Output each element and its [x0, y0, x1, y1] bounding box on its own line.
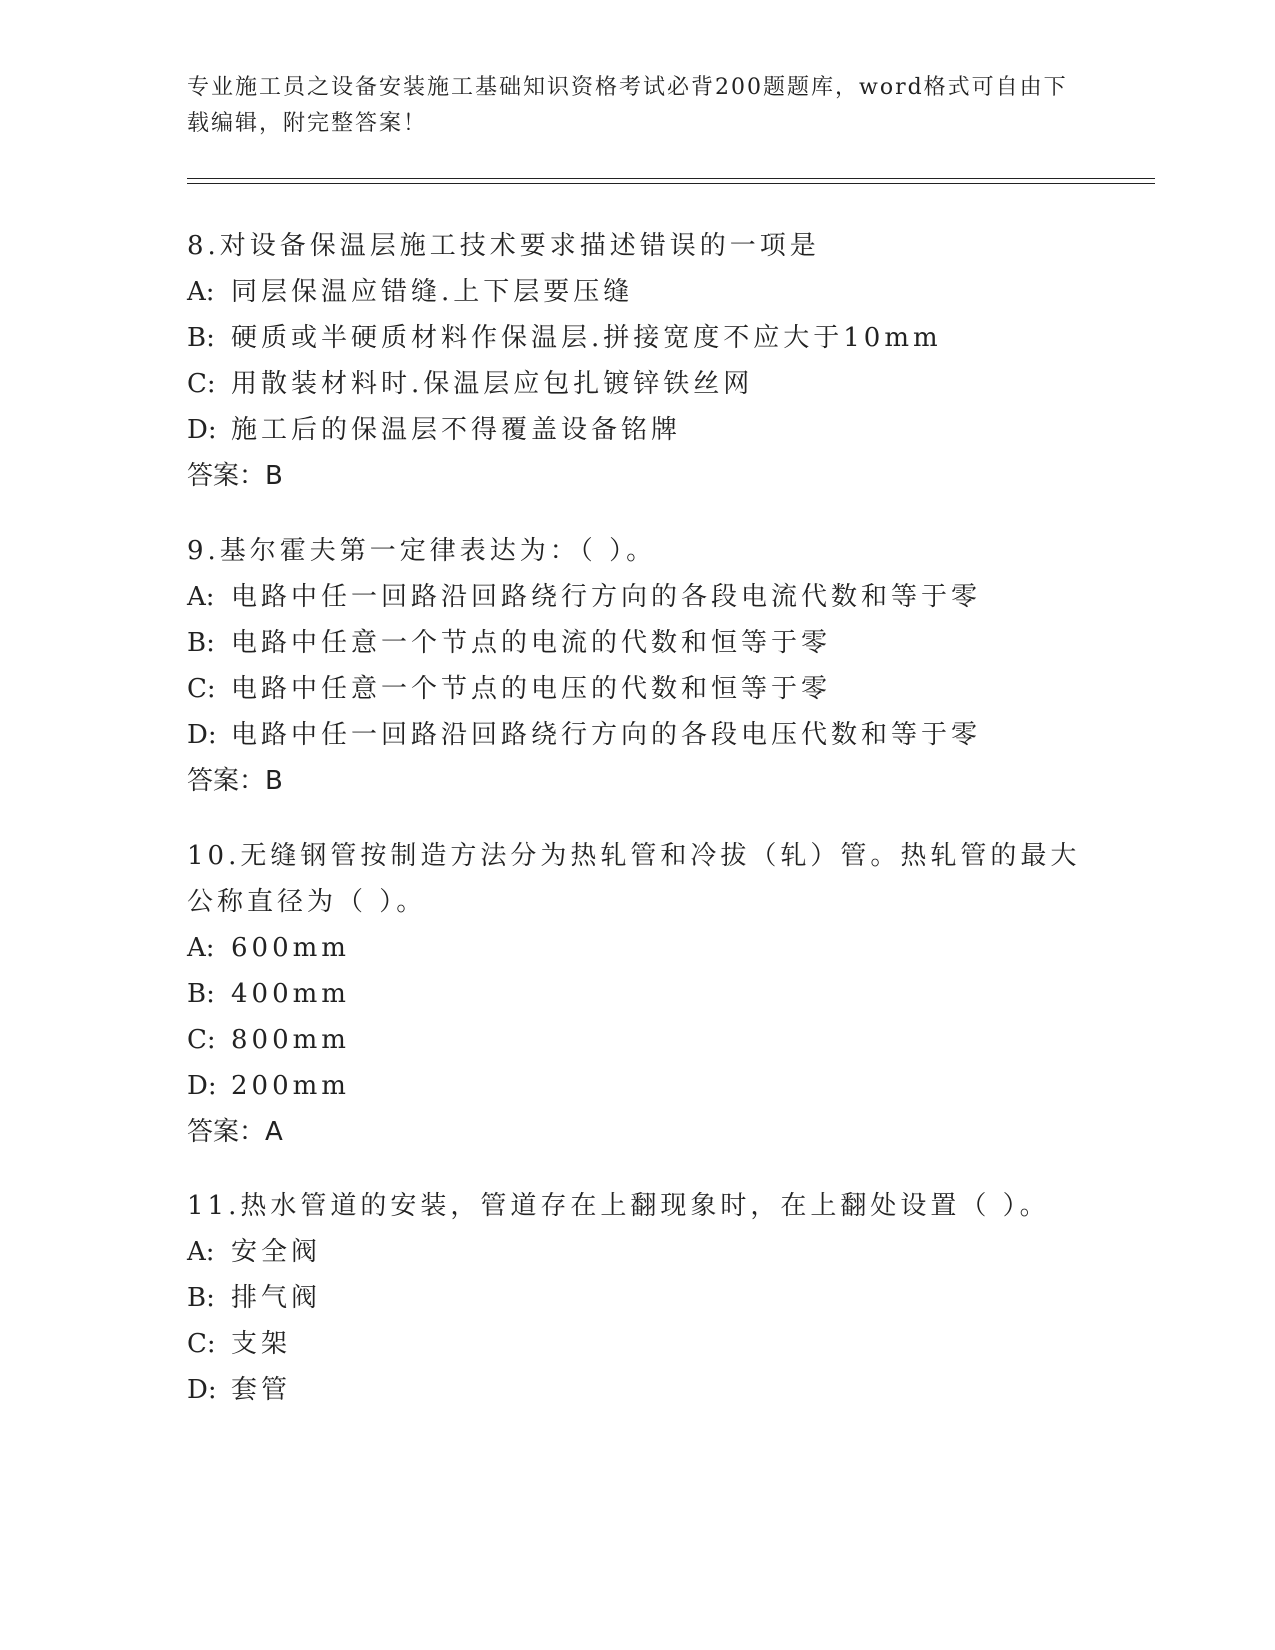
option-a	[187, 269, 1087, 315]
option-d	[187, 407, 1087, 453]
option-letter: C:	[187, 1025, 216, 1055]
option-text: 电路中任意一个节点的电压的代数和恒等于零	[231, 674, 832, 704]
option-b	[187, 971, 1087, 1017]
option-letter: A:	[187, 933, 215, 963]
option-d	[187, 1063, 1087, 1109]
option-text: 同层保温应错缝.上下层要压缝	[231, 277, 634, 307]
option-c	[187, 361, 1087, 407]
question-stem: 11.热水管道的安装，管道存在上翻现象时，在上翻处设置（ ）。	[187, 1191, 1050, 1221]
option-letter: A:	[187, 1237, 215, 1267]
option-d	[187, 1367, 1087, 1413]
option-letter: D:	[187, 1071, 217, 1101]
option-text: 安全阀	[231, 1237, 322, 1267]
option-c	[187, 1321, 1087, 1367]
option-b	[187, 620, 1087, 666]
answer-line: 答案：A	[187, 1117, 283, 1147]
option-text: 用散装材料时.保温层应包扎镀锌铁丝网	[231, 369, 754, 399]
question-stem: 9.基尔霍夫第一定律表达为：（ ）。	[187, 536, 657, 566]
option-text: 施工后的保温层不得覆盖设备铭牌	[231, 415, 682, 445]
option-text: 支架	[231, 1329, 292, 1359]
answer-line: 答案：B	[187, 766, 283, 796]
option-letter: A:	[187, 277, 215, 307]
option-text: 200mm	[231, 1071, 350, 1101]
option-b	[187, 1275, 1087, 1321]
question-8	[187, 223, 1087, 499]
option-text: 套管	[231, 1375, 292, 1405]
question-9	[187, 528, 1087, 804]
option-letter: A:	[187, 582, 215, 612]
option-text: 排气阀	[231, 1283, 322, 1313]
question-stem: 8.对设备保温层施工技术要求描述错误的一项是	[187, 231, 820, 261]
option-a	[187, 574, 1087, 620]
option-letter: C:	[187, 1329, 216, 1359]
option-letter: D:	[187, 1375, 217, 1405]
option-c	[187, 1017, 1087, 1063]
header-divider-bottom	[187, 183, 1155, 184]
option-letter: B:	[187, 1283, 215, 1313]
option-c	[187, 666, 1087, 712]
option-text: 电路中任一回路沿回路绕行方向的各段电压代数和等于零	[231, 720, 982, 750]
option-b	[187, 315, 1087, 361]
option-text: 800mm	[231, 1025, 350, 1055]
option-letter: C:	[187, 369, 216, 399]
option-letter: D:	[187, 720, 217, 750]
option-letter: C:	[187, 674, 216, 704]
question-11	[187, 1183, 1087, 1413]
option-d	[187, 712, 1087, 758]
header-divider-top	[187, 178, 1155, 179]
answer-line: 答案：B	[187, 461, 283, 491]
option-text: 电路中任意一个节点的电流的代数和恒等于零	[231, 628, 832, 658]
option-text: 电路中任一回路沿回路绕行方向的各段电流代数和等于零	[231, 582, 982, 612]
option-letter: B:	[187, 323, 215, 353]
option-letter: B:	[187, 628, 215, 658]
option-letter: D:	[187, 415, 217, 445]
option-letter: B:	[187, 979, 215, 1009]
question-10	[187, 833, 1087, 1155]
option-text: 400mm	[231, 979, 350, 1009]
option-a	[187, 1229, 1087, 1275]
document-header: 专业施工员之设备安装施工基础知识资格考试必背200题题库，word格式可自由下载编辑，附完整答案！	[187, 75, 1068, 136]
option-text: 600mm	[231, 933, 350, 963]
option-text: 硬质或半硬质材料作保温层.拼接宽度不应大于10mm	[231, 323, 942, 353]
question-stem: 10.无缝钢管按制造方法分为热轧管和冷拔（轧）管。热轧管的最大公称直径为（ ）。	[187, 841, 1081, 917]
option-a	[187, 925, 1087, 971]
